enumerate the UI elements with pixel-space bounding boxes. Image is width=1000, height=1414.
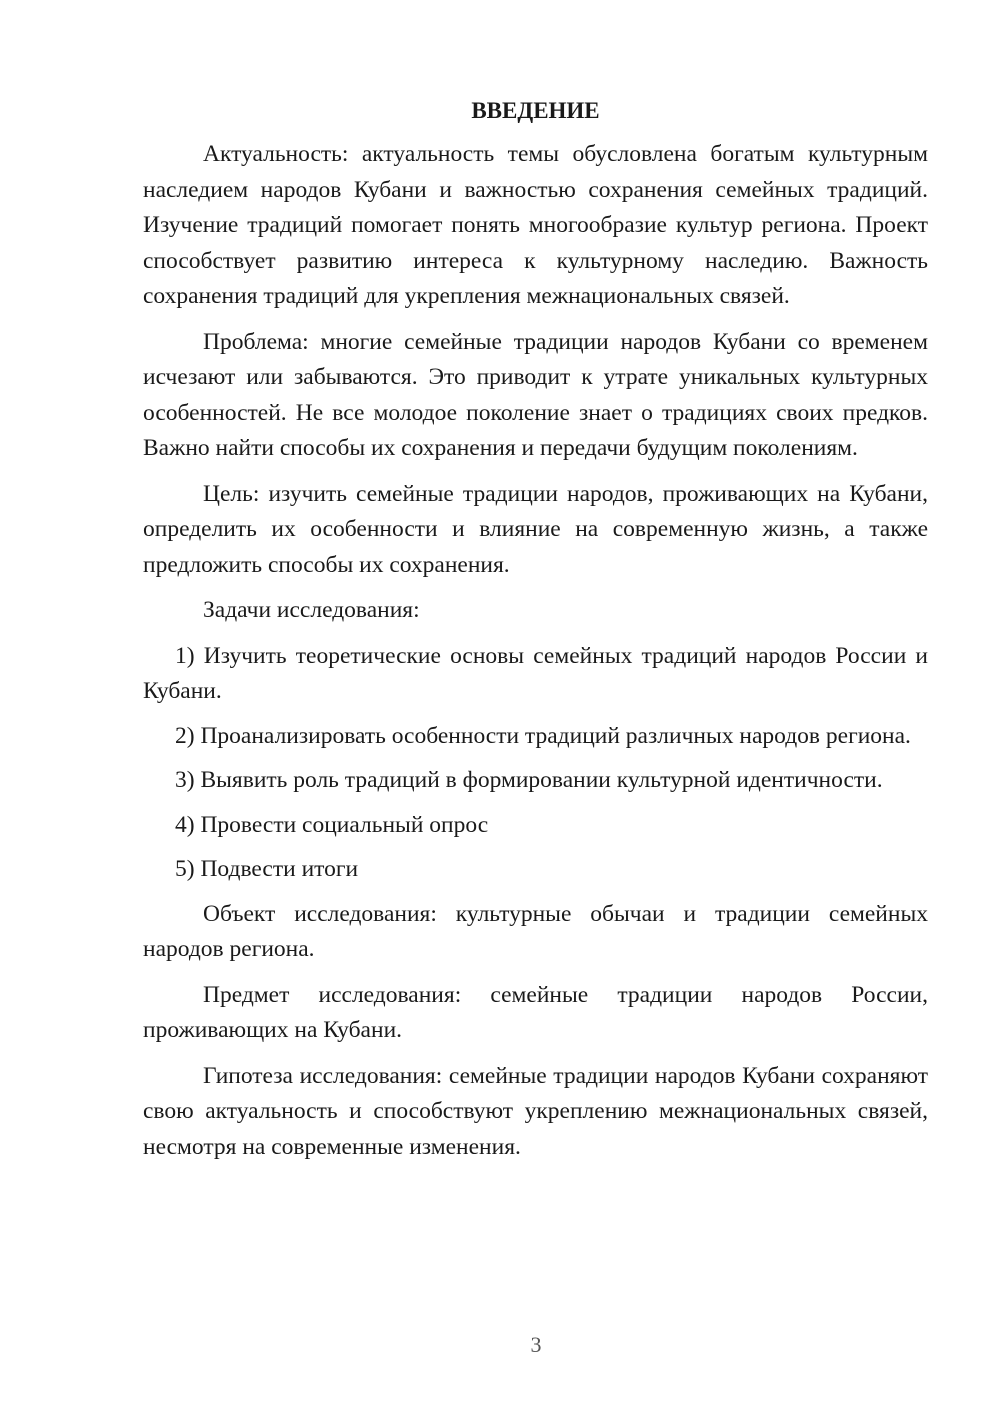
problem-paragraph: Проблема: многие семейные традиции народов Кубани со временем исчезают или забываются. Это приводит к утрате уникальных культурных особенностей. Не все молодое поколение знает о традициях своих предков. Важно найти способы их сохранения и передачи будущим поколениям. [143,328,928,461]
task-item-2: 2) Проанализировать особенности традиций различных народов региона. [175,722,911,749]
page-number: 3 [530,1332,542,1357]
task-item-4: 4) Провести социальный опрос [175,811,489,838]
task-item-1: 1) Изучить теоретические основы семейных традиций народов России и Кубани. [143,642,928,704]
object-paragraph: Объект исследования: культурные обычаи и традиции семейных народов региона. [143,900,928,962]
task-item-5: 5) Подвести итоги [175,856,359,882]
subject-paragraph: Предмет исследования: семейные традиции народов России, проживающих на Кубани. [143,981,928,1043]
goal-paragraph: Цель: изучить семейные традиции народов, проживающих на Кубани, определить их особенности и влияние на современную жизнь, а также предложить способы их сохранения. [143,480,928,578]
tasks-heading: Задачи исследования: [203,597,420,623]
document-page [143,95,928,1175]
page-title: ВВЕДЕНИЕ [471,98,600,123]
task-item-3: 3) Выявить роль традиций в формировании культурной идентичности. [175,767,883,793]
hypothesis-paragraph: Гипотеза исследования: семейные традиции народов Кубани сохраняют свою актуальность и способствуют укреплению межнациональных связей, несмотря на современные изменения. [143,1062,928,1160]
relevance-paragraph: Актуальность: актуальность темы обусловлена богатым культурным наследием народов Кубани и важностью сохранения семейных традиций. Изучение традиций помогает понять многообразие культур региона. Проект способствует развитию интереса к культурному наследию. Важность сохранения традиций для укрепления межнациональных связей. [143,141,928,309]
